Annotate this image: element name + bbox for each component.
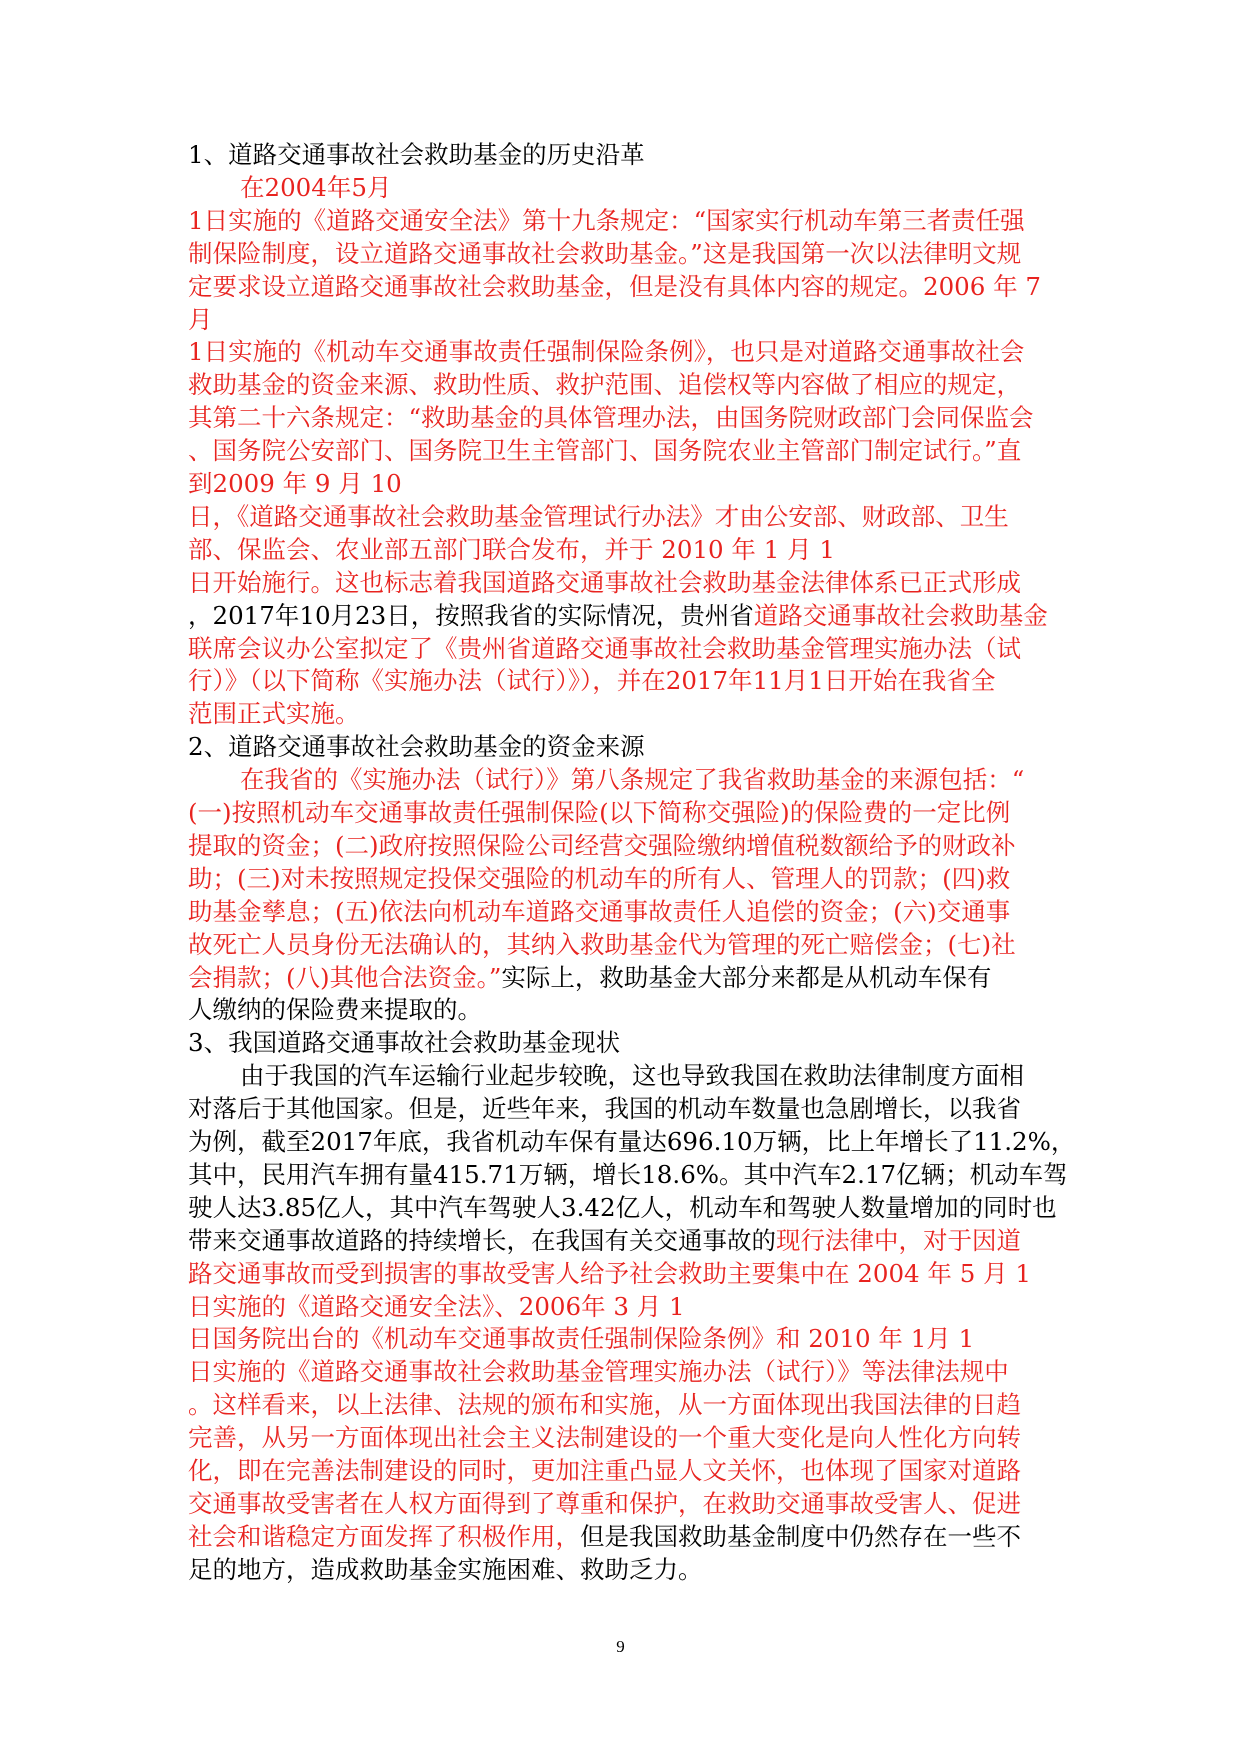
- text-segment: 定要求设立道路交通事故社会救助基金，但是没有具体内容的规定。2006 年 7: [188, 271, 1042, 301]
- text-segment: 对落后于其他国家。但是，近些年来，我国的机动车数量也急剧增长，以我省: [188, 1094, 1021, 1124]
- text-line: [188, 1224, 1021, 1258]
- text-segment: 足的地方，造成救助基金实施困难、救助乏力。: [188, 1554, 703, 1584]
- text-line: [188, 928, 1016, 962]
- text-line: [188, 1487, 1021, 1521]
- text-line: [188, 467, 402, 501]
- text-segment: 救助基金的资金来源、救助性质、救护范围、追偿权等内容做了相应的规定，: [188, 370, 1021, 400]
- page-number: 9: [616, 1637, 625, 1656]
- text-line: [188, 270, 1041, 304]
- text-line: [188, 237, 1021, 271]
- text-line: [188, 961, 991, 995]
- text-line: [188, 664, 995, 698]
- text-segment: 由于我国的汽车运输行业起步较晚，这也导致我国在救助法律制度方面相: [240, 1061, 1024, 1091]
- text-line: [188, 1092, 1021, 1126]
- text-segment: 月: [188, 304, 213, 334]
- text-line: [188, 1191, 1057, 1225]
- text-segment: 日开始施行。这也标志着我国道路交通事故社会救助基金法律体系已正式形成: [188, 567, 1021, 597]
- text-segment: 现行法律中，对于因道: [776, 1225, 1021, 1255]
- text-segment: 其中，民用汽车拥有量415.71万辆，增长18.6%。其中汽车2.17亿辆；机动车驾: [188, 1159, 1068, 1189]
- text-segment: 会捐款；(八)其他合法资金。”: [188, 962, 502, 992]
- text-line: [188, 401, 1034, 435]
- text-line: [188, 1290, 685, 1324]
- text-line: [188, 796, 1010, 830]
- text-segment: 1日实施的《机动车交通事故责任强制保险条例》，也只是对道路交通事故社会: [188, 337, 1025, 367]
- text-line: [188, 368, 1021, 402]
- text-segment: 在我省的《实施办法（试行）》第八条规定了我省救助基金的来源包括：“: [240, 765, 1025, 795]
- text-segment: ，2017年10月23日，按照我省的实际情况，贵州省: [188, 600, 754, 630]
- text-segment: 驶人达3.85亿人，其中汽车驾驶人3.42亿人，机动车和驾驶人数量增加的同时也: [188, 1192, 1057, 1222]
- text-segment: 在2004年5月: [240, 172, 392, 202]
- text-line: [240, 171, 391, 205]
- text-segment: 道路交通事故社会救助基金: [753, 600, 1048, 630]
- text-segment: 1日实施的《道路交通安全法》第十九条规定：“国家实行机动车第三者责任强: [188, 205, 1025, 235]
- text-line: [188, 829, 1016, 863]
- text-line: [188, 730, 645, 764]
- text-segment: 部、保监会、农业部五部门联合发布，并于 2010 年 1 月 1: [188, 534, 835, 564]
- text-line: [188, 1257, 1031, 1291]
- text-line: [188, 599, 1048, 633]
- text-line: [188, 138, 645, 172]
- text-line: [188, 500, 1009, 534]
- text-line: [188, 1421, 1021, 1455]
- text-segment: 、国务院公安部门、国务院卫生主管部门、国务院农业主管部门制定试行。”直: [188, 436, 1022, 466]
- text-line: [188, 204, 1025, 238]
- text-segment: 但是我国救助基金制度中仍然存在一些不: [580, 1521, 1021, 1551]
- text-segment: 2、道路交通事故社会救助基金的资金来源: [188, 732, 645, 762]
- text-line: [188, 1388, 1021, 1422]
- text-line: [240, 1059, 1024, 1093]
- text-segment: 完善，从另一方面体现出社会主义法制建设的一个重大变化是向人性化方向转: [188, 1423, 1021, 1453]
- text-segment: 日国务院出台的《机动车交通事故责任强制保险条例》和 2010 年 1月 1: [188, 1324, 975, 1354]
- text-line: [188, 1553, 703, 1587]
- text-segment: 其第二十六条规定：“救助基金的具体管理办法，由国务院财政部门会同保监会: [188, 403, 1034, 433]
- text-line: [188, 697, 360, 731]
- text-line: [188, 1355, 1009, 1389]
- text-line: [188, 1026, 620, 1060]
- text-segment: 1、道路交通事故社会救助基金的历史沿革: [188, 140, 645, 169]
- text-line: [188, 993, 482, 1027]
- text-line: [188, 862, 1010, 896]
- text-segment: 3、我国道路交通事故社会救助基金现状: [188, 1028, 621, 1058]
- text-line: [188, 895, 1010, 929]
- text-line: [188, 1454, 1021, 1488]
- text-segment: 助；(三)对未按照规定投保交强险的机动车的所有人、管理人的罚款；(四)救: [188, 863, 1011, 893]
- text-segment: 为例，截至2017年底，我省机动车保有量达696.10万辆，比上年增长了11.2%，: [188, 1127, 1076, 1156]
- text-segment: 交通事故受害者在人权方面得到了尊重和保护，在救助交通事故受害人、促进: [188, 1488, 1021, 1518]
- text-segment: 日，《道路交通事故社会救助基金管理试行办法》才由公安部、财政部、卫生: [188, 501, 1009, 531]
- text-segment: 范围正式实施。: [188, 699, 360, 729]
- text-line: [188, 533, 835, 567]
- text-segment: (一)按照机动车交通事故责任强制保险(以下简称交强险)的保险费的一定比例: [188, 798, 1011, 827]
- text-segment: 到2009 年 9 月 10: [188, 469, 402, 498]
- text-line: [188, 335, 1024, 369]
- text-segment: 日实施的《道路交通事故社会救助基金管理实施办法（试行）》等法律法规中: [188, 1357, 1009, 1387]
- text-line: [188, 434, 1021, 468]
- text-segment: 人缴纳的保险费来提取的。: [188, 995, 482, 1025]
- text-line: [188, 1520, 1021, 1554]
- text-segment: 制保险制度，设立道路交通事故社会救助基金。”这是我国第一次以法律明文规: [188, 238, 1022, 268]
- text-segment: 助基金孳息；(五)依法向机动车道路交通事故责任人追偿的资金；(六)交通事: [188, 896, 1011, 926]
- text-segment: 故死亡人员身份无法确认的，其纳入救助基金代为管理的死亡赔偿金；(七)社: [188, 929, 1016, 959]
- text-segment: 社会和谐稳定方面发挥了积极作用，: [188, 1521, 580, 1551]
- text-line: [240, 763, 1024, 797]
- text-line: [188, 303, 213, 337]
- text-segment: 联席会议办公室拟定了《贵州省道路交通事故社会救助基金管理实施办法（试: [188, 633, 1021, 663]
- text-segment: 化，即在完善法制建设的同时，更加注重凸显人文关怀，也体现了国家对道路: [188, 1456, 1021, 1485]
- text-segment: 日实施的《道路交通安全法》、2006年 3 月 1: [188, 1291, 685, 1321]
- text-line: [188, 1158, 1068, 1192]
- text-segment: 提取的资金；(二)政府按照保险公司经营交强险缴纳增值税数额给予的财政补: [188, 830, 1016, 860]
- text-segment: 实际上，救助基金大部分来都是从机动车保有: [501, 962, 992, 992]
- text-line: [188, 632, 1021, 666]
- text-segment: 。这样看来，以上法律、法规的颁布和实施，从一方面体现出我国法律的日趋: [188, 1390, 1021, 1420]
- text-segment: 路交通事故而受到损害的事故受害人给予社会救助主要集中在 2004 年 5 月 1: [188, 1258, 1031, 1288]
- text-line: [188, 1125, 1075, 1159]
- text-segment: 带来交通事故道路的持续增长，在我国有关交通事故的: [188, 1225, 776, 1255]
- text-line: [188, 1322, 974, 1356]
- text-segment: 行）》（以下简称《实施办法（试行）》），并在2017年11月1日开始在我省全: [188, 666, 996, 696]
- text-line: [188, 566, 1021, 600]
